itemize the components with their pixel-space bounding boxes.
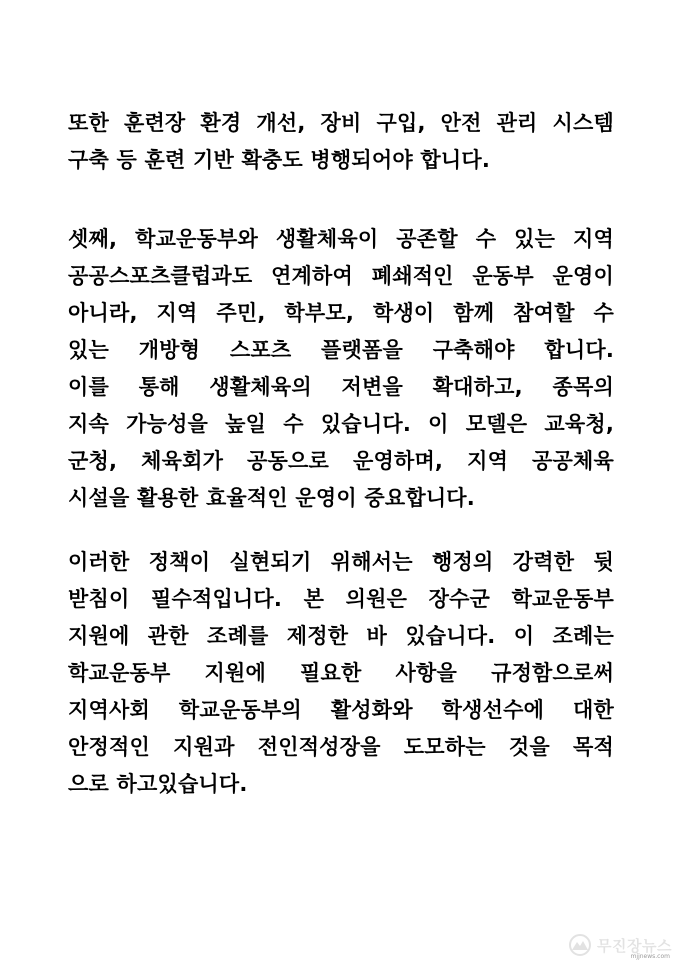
- text-line: 이러한 정책이 실현되기 위해서는 행정의 강력한 뒷: [68, 550, 614, 574]
- text-line: 받침이 필수적입니다. 본 의원은 장수군 학교운동부: [68, 587, 614, 611]
- text-line: 공공스포츠클럽과도 연계하여 폐쇄적인 운동부 운영이: [68, 264, 614, 288]
- watermark-text: 무진장뉴스: [597, 936, 672, 955]
- text-line: 학교운동부 지원에 필요한 사항을 규정함으로써: [68, 661, 614, 685]
- text-line: 있는 개방형 스포츠 플랫폼을 구축해야 합니다.: [68, 338, 614, 362]
- paragraph-training-facilities: [68, 105, 614, 179]
- text-line: 안정적인 지원과 전인적성장을 도모하는 것을 목적: [68, 735, 614, 759]
- paragraph-third-point: [68, 221, 614, 517]
- text-line: 또한 훈련장 환경 개선, 장비 구입, 안전 관리 시스템: [68, 111, 614, 135]
- text-line: 이를 통해 생활체육의 저변을 확대하고, 종목의: [68, 375, 614, 399]
- text-line: 구축 등 훈련 기반 확충도 병행되어야 합니다.: [68, 148, 490, 172]
- text-line: 지속 가능성을 높일 수 있습니다. 이 모델은 교육청,: [68, 412, 614, 436]
- text-line: 시설을 활용한 효율적인 운영이 중요합니다.: [68, 486, 475, 510]
- text-line: 군청, 체육회가 공동으로 운영하며, 지역 공공체육: [68, 449, 614, 473]
- text-line: 으로 하고있습니다.: [68, 772, 248, 796]
- watermark-subtext: mjjnews.com: [630, 953, 670, 960]
- text-line: 지원에 관한 조례를 제정한 바 있습니다. 이 조례는: [68, 624, 614, 648]
- text-line: 지역사회 학교운동부의 활성화와 학생선수에 대한: [68, 698, 614, 722]
- text-line: 셋째, 학교운동부와 생활체육이 공존할 수 있는 지역: [68, 227, 614, 251]
- text-line: 아니라, 지역 주민, 학부모, 학생이 함께 참여할 수: [68, 301, 614, 325]
- paragraph-ordinance: [68, 544, 614, 803]
- mountain-logo-icon: [567, 934, 593, 956]
